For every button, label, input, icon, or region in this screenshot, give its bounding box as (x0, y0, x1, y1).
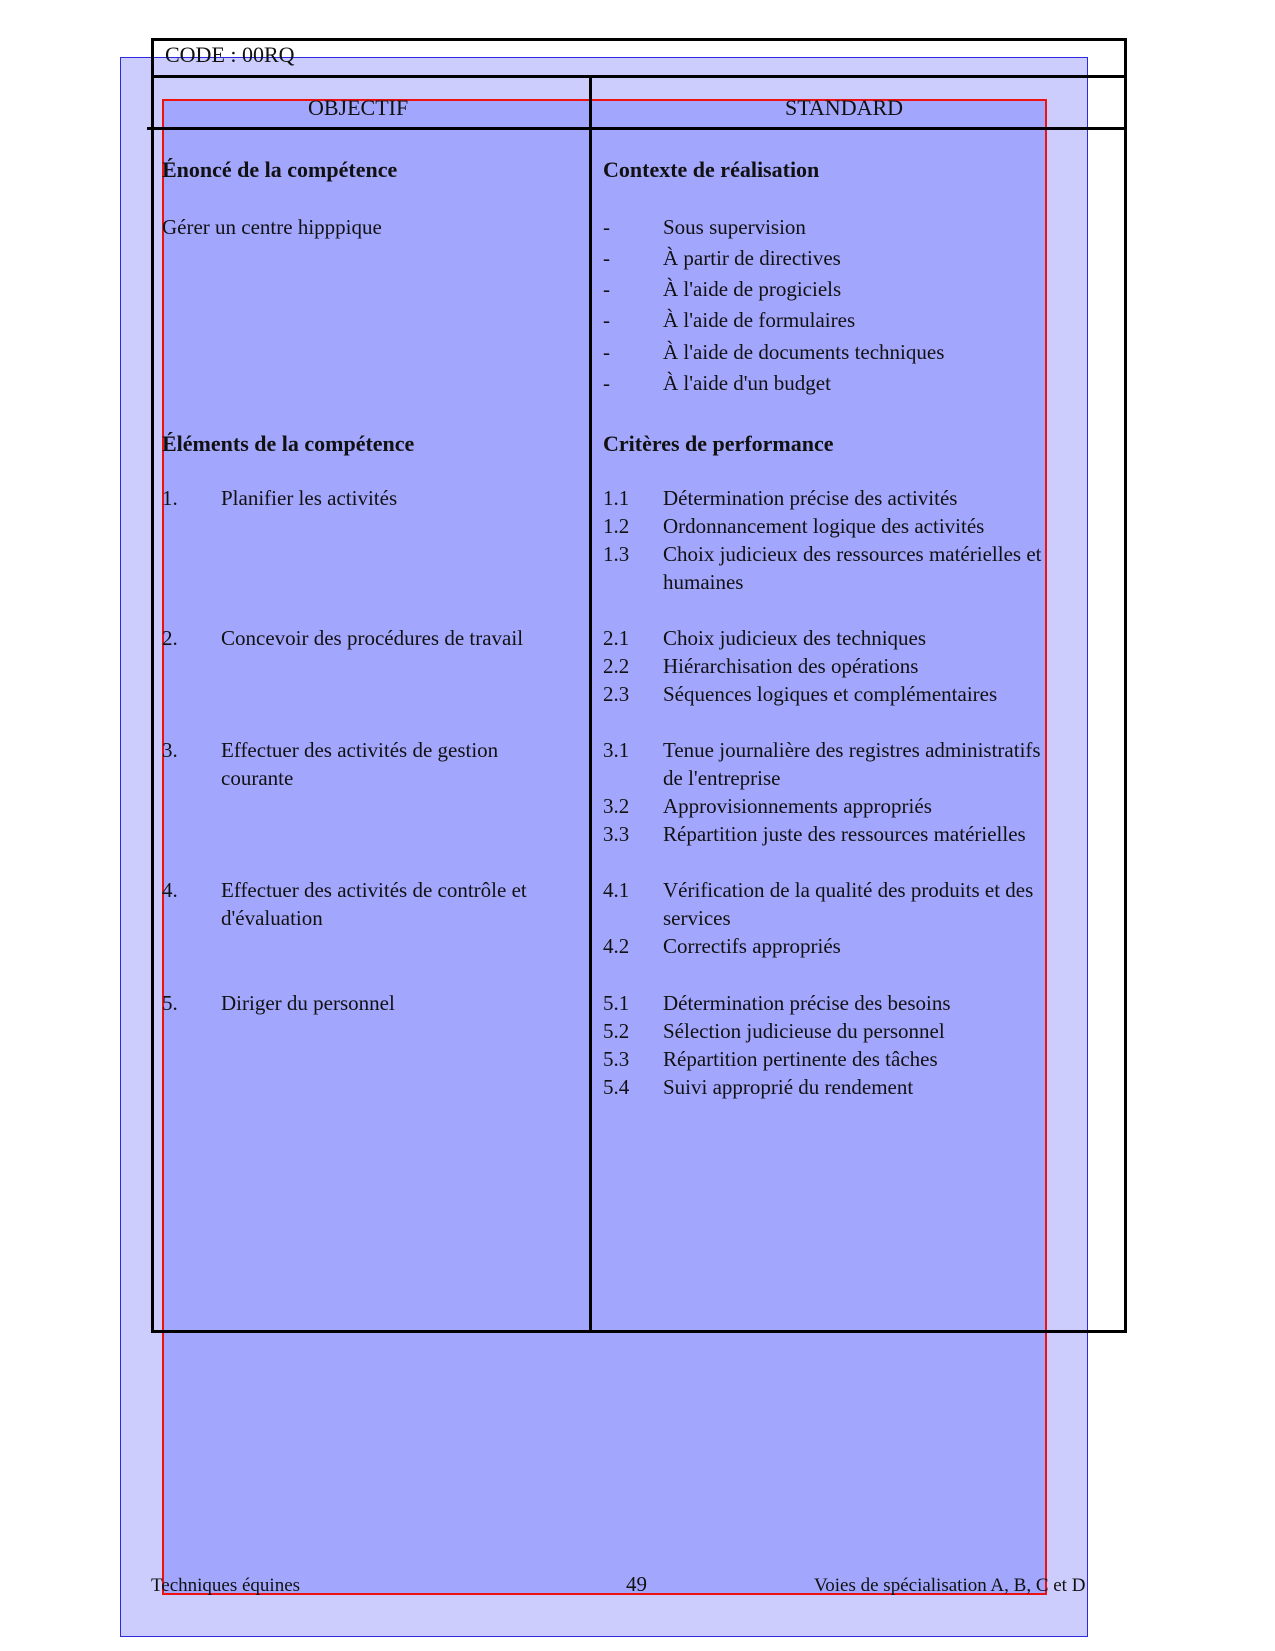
critere-number: 5.2 (603, 1019, 630, 1043)
enonce-heading: Énoncé de la compétence (162, 157, 398, 182)
element-number: 2. (162, 626, 178, 650)
footer-page-number: 49 (626, 1572, 647, 1596)
critere-text: Choix judicieux des ressources matérielles et (663, 542, 1042, 566)
contexte-marker: - (603, 215, 610, 239)
contexte-item: À l'aide de formulaires (663, 308, 856, 332)
element-text: d'évaluation (221, 906, 323, 930)
element-text: Diriger du personnel (221, 991, 395, 1015)
document-code: CODE : 00RQ (165, 42, 295, 67)
element-number: 4. (162, 878, 178, 902)
contexte-item: À l'aide de progiciels (663, 277, 842, 301)
critere-text: Séquences logiques et complémentaires (663, 682, 998, 706)
elements-heading: Éléments de la compétence (162, 431, 415, 456)
element-number: 3. (162, 738, 178, 762)
footer-left: Techniques équines (151, 1575, 301, 1596)
critere-text: Vérification de la qualité des produits et des (663, 878, 1034, 902)
critere-number: 5.1 (603, 991, 630, 1015)
contexte-item: Sous supervision (663, 215, 806, 239)
contexte-marker: - (603, 340, 610, 364)
critere-number: 3.2 (603, 794, 630, 818)
element-number: 5. (162, 991, 178, 1015)
critere-number: 2.1 (603, 626, 630, 650)
critere-text: Approvisionnements appropriés (663, 794, 932, 818)
contexte-marker: - (603, 371, 610, 395)
enonce-text: Gérer un centre hipppique (162, 215, 382, 239)
element-text: Effectuer des activités de gestion (221, 738, 499, 762)
critere-text: Répartition juste des ressources matérielles (663, 822, 1026, 846)
column-header-objectif: OBJECTIF (308, 95, 409, 120)
critere-text: Détermination précise des besoins (663, 991, 951, 1015)
critere-text: humaines (663, 570, 744, 594)
header-row-divider (147, 127, 1127, 130)
critere-number: 3.3 (603, 822, 630, 846)
critere-text: Répartition pertinente des tâches (663, 1047, 938, 1071)
critere-text: Hiérarchisation des opérations (663, 654, 919, 678)
critere-number: 1.3 (603, 542, 630, 566)
critere-text: Sélection judicieuse du personnel (663, 1019, 945, 1043)
critere-text: Suivi approprié du rendement (663, 1075, 914, 1099)
element-number: 1. (162, 486, 178, 510)
critere-number: 3.1 (603, 738, 630, 762)
code-row-divider (151, 75, 1127, 78)
critere-text: Ordonnancement logique des activités (663, 514, 985, 538)
contexte-item: À partir de directives (663, 246, 841, 270)
critere-text: Tenue journalière des registres administratifs (663, 738, 1041, 762)
critere-number: 5.3 (603, 1047, 630, 1071)
element-text: courante (221, 766, 294, 790)
critere-text: Correctifs appropriés (663, 934, 841, 958)
contexte-heading: Contexte de réalisation (603, 157, 820, 182)
critere-number: 2.3 (603, 682, 630, 706)
critere-text: de l'entreprise (663, 766, 781, 790)
critere-text: Choix judicieux des techniques (663, 626, 927, 650)
critere-text: Détermination précise des activités (663, 486, 958, 510)
element-text: Concevoir des procédures de travail (221, 626, 524, 650)
contexte-marker: - (603, 308, 610, 332)
contexte-item: À l'aide de documents techniques (663, 340, 945, 364)
column-header-standard: STANDARD (785, 95, 904, 120)
element-text: Planifier les activités (221, 486, 398, 510)
critere-number: 4.1 (603, 878, 630, 902)
critere-text: services (663, 906, 731, 930)
element-text: Effectuer des activités de contrôle et (221, 878, 527, 902)
criteres-heading: Critères de performance (603, 431, 834, 456)
critere-number: 4.2 (603, 934, 630, 958)
contexte-marker: - (603, 277, 610, 301)
column-divider (589, 75, 592, 1333)
critere-number: 5.4 (603, 1075, 630, 1099)
critere-number: 1.1 (603, 486, 630, 510)
footer-right: Voies de spécialisation A, B, C et D (814, 1575, 1086, 1596)
critere-number: 1.2 (603, 514, 630, 538)
critere-number: 2.2 (603, 654, 630, 678)
contexte-marker: - (603, 246, 610, 270)
contexte-item: À l'aide d'un budget (663, 371, 831, 395)
